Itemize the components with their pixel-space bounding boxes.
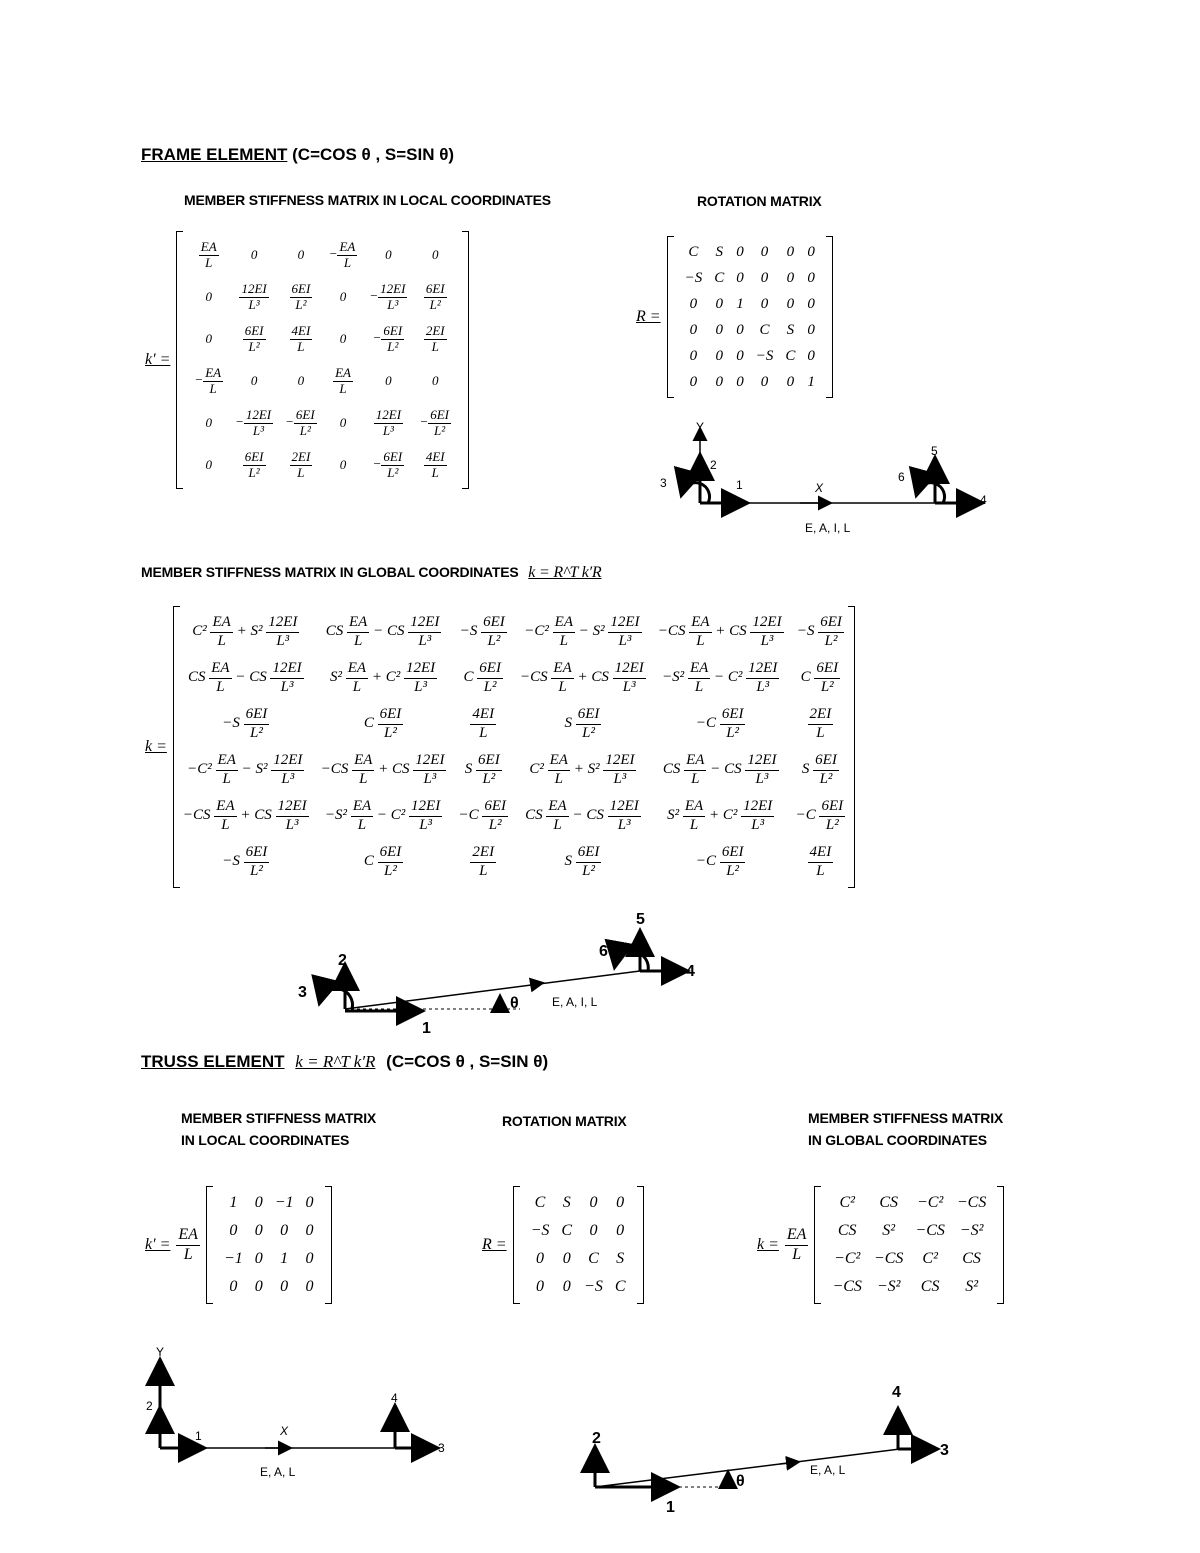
matrix-cell: 0 xyxy=(760,243,769,260)
dof-5-label: 5 xyxy=(931,444,938,458)
matrix-cell: S² $\frac{EA}{L}$ + C² $\frac{12EI}{\text{L³}}$ xyxy=(667,798,773,833)
matrix-cell: $\frac{2EI}{L}$ xyxy=(425,322,445,354)
matrix-cell: 0 xyxy=(807,347,815,364)
matrix-row xyxy=(525,1245,632,1273)
truss-local-bracket xyxy=(206,1187,332,1303)
matrix-cell: − $\frac{EA}{L}$ xyxy=(328,238,356,270)
truss-title-text: TRUSS ELEMENT xyxy=(141,1052,285,1071)
matrix-cell: C xyxy=(714,269,725,286)
matrix-cell: 0 xyxy=(250,247,258,262)
dof-6-arrow xyxy=(917,483,945,503)
matrix-cell: CS $\frac{EA}{L}$ − CS $\frac{12EI}{\text{L³}}$ xyxy=(187,660,302,695)
matrix-cell: C $\frac{6EI}{\text{L²}}$ xyxy=(463,660,501,695)
matrix-cell: $\frac{4EI}{L}$ xyxy=(291,322,311,354)
matrix-cell: 0 xyxy=(339,289,347,304)
dof-2-label: 2 xyxy=(592,1430,601,1447)
dof-3-arrow xyxy=(320,989,352,1009)
truss-title-suffix: (C=COS θ , S=SIN θ) xyxy=(386,1052,549,1071)
matrix-cell: 0 xyxy=(715,321,723,338)
dof-5-label: 5 xyxy=(636,911,645,928)
matrix-row xyxy=(826,1245,992,1273)
matrix-row xyxy=(679,265,821,291)
dof-3-label: 3 xyxy=(298,984,307,1001)
matrix-cell: 0 xyxy=(297,247,305,262)
truss-global-heading: MEMBER STIFFNESS MATRIX IN GLOBAL COORDINATES xyxy=(808,1110,1004,1148)
matrix-cell: 0 xyxy=(589,1222,598,1239)
dof-6-arrow xyxy=(615,951,648,971)
matrix-row xyxy=(188,444,457,486)
matrix-cell: $\frac{6EI}{\text{L²}}$ xyxy=(244,322,264,354)
matrix-cell: C $\frac{6EI}{\text{L²}}$ xyxy=(363,706,402,741)
matrix-cell: C $\frac{6EI}{\text{L²}}$ xyxy=(800,660,839,695)
matrix-cell: 0 xyxy=(305,1278,314,1295)
matrix-cell: −C $\frac{6EI}{\text{L²}}$ xyxy=(695,706,744,741)
dof-1-label: 1 xyxy=(195,1429,202,1443)
matrix-cell: −S² xyxy=(959,1222,984,1239)
frame-local-bracket xyxy=(176,232,469,488)
matrix-cell: 0 xyxy=(280,1222,289,1239)
matrix-cell: −1 xyxy=(223,1250,243,1267)
matrix-cell: −CS $\frac{EA}{L}$ + CS $\frac{12EI}{\text{L³}}$ xyxy=(320,752,445,787)
frame-global-table xyxy=(177,609,851,885)
matrix-cell: 1 xyxy=(736,295,744,312)
matrix-cell: 0 xyxy=(339,331,347,346)
matrix-cell: 0 xyxy=(254,1194,263,1211)
properties-label: E, A, I, L xyxy=(805,521,851,535)
matrix-cell: 0 xyxy=(305,1194,314,1211)
dof-3-label: 3 xyxy=(940,1442,949,1459)
matrix-cell: 0 xyxy=(786,373,795,390)
matrix-cell: S $\frac{6EI}{\text{L²}}$ xyxy=(801,752,837,787)
matrix-cell: −C $\frac{6EI}{\text{L²}}$ xyxy=(695,844,744,879)
frame-rotation-bracket xyxy=(667,237,833,397)
matrix-cell: 0 xyxy=(431,373,439,388)
matrix-cell: 0 xyxy=(616,1194,625,1211)
matrix-row xyxy=(525,1217,632,1245)
matrix-cell: − $\frac{6EI}{\text{L²}}$ xyxy=(419,406,449,438)
truss-formula: k = R^T k′R xyxy=(295,1052,376,1071)
matrix-row xyxy=(679,291,821,317)
matrix-row xyxy=(826,1189,992,1217)
matrix-cell: CS xyxy=(879,1194,898,1211)
frame-local-heading: MEMBER STIFFNESS MATRIX IN LOCAL COORDINATES xyxy=(184,192,551,208)
matrix-cell: $\frac{2EI}{L}$ xyxy=(472,844,495,879)
truss-global-factor: $\frac{EA}{L}$ xyxy=(786,1226,807,1263)
matrix-cell: 0 xyxy=(736,243,744,260)
matrix-cell: −CS $\frac{EA}{L}$ + CS $\frac{12EI}{\text{L³}}$ xyxy=(182,798,307,833)
matrix-cell: 0 xyxy=(562,1250,571,1267)
matrix-cell: CS $\frac{EA}{L}$ − CS $\frac{12EI}{\text{L³}}$ xyxy=(662,752,777,787)
matrix-cell: 0 xyxy=(616,1222,625,1239)
matrix-cell: 0 xyxy=(254,1250,263,1267)
matrix-cell: 0 xyxy=(229,1222,238,1239)
matrix-cell: − $\frac{6EI}{\text{L²}}$ xyxy=(372,322,403,354)
matrix-cell: 0 xyxy=(339,457,347,472)
matrix-cell: $\frac{2EI}{L}$ xyxy=(809,706,832,741)
x-label: X xyxy=(815,481,824,495)
frame-rotation-matrix xyxy=(636,237,833,397)
matrix-cell: 0 xyxy=(205,289,212,304)
matrix-row xyxy=(218,1245,320,1273)
matrix-cell: C² xyxy=(839,1194,855,1211)
matrix-cell: −S² xyxy=(876,1278,901,1295)
matrix-cell: C $\frac{6EI}{\text{L²}}$ xyxy=(363,844,402,879)
matrix-cell: $\frac{4EI}{L}$ xyxy=(809,844,832,879)
y-label: Y xyxy=(156,1345,165,1359)
truss-rotation-matrix xyxy=(482,1187,644,1303)
matrix-row xyxy=(218,1189,320,1217)
matrix-cell: −C $\frac{6EI}{\text{L²}}$ xyxy=(795,798,844,833)
matrix-row xyxy=(188,276,457,318)
matrix-cell: $\frac{12EI}{\text{L³}}$ xyxy=(375,406,402,438)
matrix-cell: 0 xyxy=(736,347,744,364)
matrix-cell: S² xyxy=(882,1222,896,1239)
dof-1-label: 1 xyxy=(422,1020,431,1037)
matrix-cell: −C² $\frac{EA}{L}$ − S² $\frac{12EI}{\text{L³}}$ xyxy=(524,614,640,649)
matrix-cell: 0 xyxy=(807,321,815,338)
truss-local-table xyxy=(218,1189,320,1301)
matrix-row xyxy=(177,839,851,885)
matrix-cell: CS $\frac{EA}{L}$ − CS $\frac{12EI}{\text{L³}}$ xyxy=(325,614,440,649)
matrix-cell: 0 xyxy=(305,1222,314,1239)
frame-title-suffix: (C=COS θ , S=SIN θ) xyxy=(292,145,455,164)
matrix-cell: 1 xyxy=(229,1194,238,1211)
truss-global-bracket xyxy=(814,1187,1004,1303)
matrix-cell: 0 xyxy=(715,347,723,364)
matrix-cell: −CS $\frac{EA}{L}$ + CS $\frac{12EI}{\text{L³}}$ xyxy=(520,660,644,695)
dof-2-label: 2 xyxy=(146,1399,153,1413)
properties-label: E, A, L xyxy=(260,1465,296,1479)
matrix-row xyxy=(188,318,457,360)
frame-title xyxy=(141,145,454,165)
matrix-cell: −C $\frac{6EI}{\text{L²}}$ xyxy=(458,798,507,833)
matrix-cell: 1 xyxy=(280,1250,289,1267)
frame-local-matrix xyxy=(145,232,469,488)
truss-local-matrix xyxy=(145,1187,332,1303)
matrix-cell: −S $\frac{6EI}{\text{L²}}$ xyxy=(222,844,268,879)
matrix-cell: $\frac{EA}{L}$ xyxy=(335,364,351,396)
truss-global-diagram xyxy=(580,1375,980,1520)
frame-global-label: k = xyxy=(145,738,167,755)
matrix-cell: $\frac{4EI}{L}$ xyxy=(425,448,445,480)
matrix-cell: 0 xyxy=(760,373,769,390)
frame-global-diagram xyxy=(290,905,710,1045)
matrix-cell: −CS xyxy=(915,1222,945,1239)
y-label: Y xyxy=(696,420,705,434)
matrix-cell: − $\frac{12EI}{\text{L³}}$ xyxy=(235,406,272,438)
properties-label: E, A, L xyxy=(810,1463,846,1477)
properties-label: E, A, I, L xyxy=(552,995,598,1009)
truss-local-diagram xyxy=(140,1340,460,1485)
matrix-cell: $\frac{4EI}{L}$ xyxy=(472,706,495,741)
dof-3-label: 3 xyxy=(660,476,667,490)
dof-6-label: 6 xyxy=(898,470,905,484)
matrix-cell: 0 xyxy=(254,1278,263,1295)
matrix-row xyxy=(218,1217,320,1245)
matrix-cell: −CS xyxy=(832,1278,862,1295)
matrix-cell: $\frac{12EI}{\text{L³}}$ xyxy=(241,280,267,312)
matrix-cell: 0 xyxy=(689,373,698,390)
frame-title-text: FRAME ELEMENT xyxy=(141,145,288,164)
matrix-cell: C xyxy=(759,321,770,338)
matrix-cell: 0 xyxy=(305,1250,314,1267)
truss-local-label: k′ = xyxy=(145,1236,171,1253)
matrix-cell: 0 xyxy=(760,269,769,286)
matrix-cell: CS xyxy=(837,1222,857,1239)
matrix-cell: −CS xyxy=(873,1250,904,1267)
frame-local-label: k′ = xyxy=(145,351,171,368)
matrix-cell: S $\frac{6EI}{\text{L²}}$ xyxy=(564,844,600,879)
matrix-cell: − $\frac{6EI}{\text{L²}}$ xyxy=(372,448,403,480)
matrix-cell: 0 xyxy=(736,269,744,286)
matrix-cell: 0 xyxy=(205,457,212,472)
matrix-row xyxy=(188,402,457,444)
frame-rotation-table xyxy=(679,239,821,395)
matrix-cell: C xyxy=(688,243,699,260)
frame-rotation-heading: ROTATION MATRIX xyxy=(697,193,822,209)
theta-label: θ xyxy=(510,995,519,1012)
frame-local-table xyxy=(188,234,457,486)
matrix-cell: S xyxy=(786,321,795,338)
matrix-cell: −C² $\frac{EA}{L}$ − S² $\frac{12EI}{\text{L³}}$ xyxy=(187,752,303,787)
matrix-cell: $\frac{6EI}{\text{L²}}$ xyxy=(244,448,264,480)
matrix-cell: 0 xyxy=(589,1194,598,1211)
matrix-cell: −C² xyxy=(916,1194,944,1211)
dof-2-label: 2 xyxy=(338,952,347,969)
matrix-cell: 0 xyxy=(807,295,815,312)
frame-global-matrix xyxy=(145,607,855,887)
matrix-cell: C xyxy=(561,1222,573,1239)
x-direction-arrow xyxy=(530,983,542,985)
element-line xyxy=(595,1449,900,1487)
dof-4-label: 4 xyxy=(892,1384,901,1401)
dof-1-label: 1 xyxy=(736,478,743,492)
matrix-cell: 0 xyxy=(535,1278,544,1295)
matrix-cell: −S xyxy=(584,1278,603,1295)
matrix-cell: 0 xyxy=(786,295,795,312)
dof-4-label: 4 xyxy=(686,963,695,980)
matrix-row xyxy=(188,360,457,402)
matrix-cell: $\frac{6EI}{\text{L²}}$ xyxy=(425,280,445,312)
matrix-cell: 0 xyxy=(254,1222,263,1239)
matrix-cell: 0 xyxy=(280,1278,289,1295)
frame-global-formula: k = R^T k′R xyxy=(528,564,602,581)
matrix-cell: 0 xyxy=(385,373,392,388)
matrix-cell: 0 xyxy=(297,373,305,388)
matrix-cell: 0 xyxy=(760,295,769,312)
truss-rotation-table xyxy=(525,1189,632,1301)
matrix-cell: C xyxy=(588,1250,599,1267)
matrix-cell: − $\frac{EA}{L}$ xyxy=(194,364,222,396)
frame-global-heading: MEMBER STIFFNESS MATRIX IN GLOBAL COORDINATES k = R^T k′R xyxy=(141,564,602,581)
truss-local-factor: $\frac{EA}{L}$ xyxy=(178,1226,198,1263)
matrix-cell: 0 xyxy=(339,415,347,430)
dof-1-label: 1 xyxy=(666,1499,675,1516)
dof-3-label: 3 xyxy=(438,1441,445,1455)
matrix-cell: C² $\frac{EA}{L}$ + S² $\frac{12EI}{\text{L³}}$ xyxy=(192,614,298,649)
matrix-cell: 0 xyxy=(431,247,439,262)
matrix-cell: CS xyxy=(962,1250,981,1267)
matrix-cell: 0 xyxy=(229,1278,238,1295)
matrix-cell: 0 xyxy=(736,373,744,390)
frame-rotation-label: R = xyxy=(636,308,661,325)
matrix-cell: 0 xyxy=(385,247,392,262)
matrix-cell: −S xyxy=(530,1222,550,1239)
matrix-cell: S $\frac{6EI}{\text{L²}}$ xyxy=(564,706,600,741)
matrix-cell: $\frac{EA}{L}$ xyxy=(200,238,217,270)
matrix-cell: −S $\frac{6EI}{\text{L²}}$ xyxy=(222,706,268,741)
matrix-cell: − $\frac{12EI}{\text{L³}}$ xyxy=(369,280,406,312)
matrix-cell: CS xyxy=(920,1278,940,1295)
matrix-row xyxy=(679,317,821,343)
matrix-row xyxy=(525,1189,632,1217)
dof-4-label: 4 xyxy=(391,1391,398,1405)
matrix-row xyxy=(177,655,851,701)
matrix-row xyxy=(826,1217,992,1245)
matrix-row xyxy=(218,1273,320,1301)
matrix-cell: C² $\frac{EA}{L}$ + S² $\frac{12EI}{\text{L³}}$ xyxy=(529,752,635,787)
truss-rotation-bracket xyxy=(513,1187,644,1303)
matrix-cell: −CS $\frac{EA}{L}$ + CS $\frac{12EI}{\text{L³}}$ xyxy=(657,614,782,649)
matrix-cell: S² xyxy=(965,1278,978,1295)
matrix-cell: −S $\frac{6EI}{\text{L²}}$ xyxy=(459,614,505,649)
matrix-cell: 0 xyxy=(205,415,212,430)
x-direction-arrow xyxy=(780,1462,798,1464)
matrix-cell: −C² xyxy=(834,1250,861,1267)
dof-4-label: 4 xyxy=(980,493,987,507)
matrix-cell: 0 xyxy=(786,269,795,286)
matrix-cell: C xyxy=(534,1194,546,1211)
matrix-cell: −1 xyxy=(274,1194,294,1211)
truss-global-matrix xyxy=(757,1187,1004,1303)
matrix-row xyxy=(177,793,851,839)
truss-global-table xyxy=(826,1189,992,1301)
matrix-cell: C xyxy=(614,1278,626,1295)
matrix-cell: 0 xyxy=(205,331,212,346)
matrix-row xyxy=(679,343,821,369)
truss-rotation-label: R = xyxy=(482,1236,507,1253)
matrix-cell: C² xyxy=(922,1250,938,1267)
matrix-cell: $\frac{2EI}{L}$ xyxy=(291,448,311,480)
matrix-cell: 0 xyxy=(689,321,698,338)
matrix-cell: $\frac{6EI}{\text{L²}}$ xyxy=(291,280,311,312)
matrix-cell: CS $\frac{EA}{L}$ − CS $\frac{12EI}{\text{L³}}$ xyxy=(525,798,639,833)
matrix-cell: 0 xyxy=(689,295,698,312)
matrix-cell: −S² $\frac{EA}{L}$ − C² $\frac{12EI}{\text{L³}}$ xyxy=(324,798,441,833)
matrix-cell: −CS xyxy=(956,1194,987,1211)
matrix-cell: C xyxy=(785,347,796,364)
matrix-cell: 0 xyxy=(807,269,815,286)
dof-3-arrow xyxy=(682,483,710,503)
matrix-cell: S² $\frac{EA}{L}$ + C² $\frac{12EI}{\text{L³}}$ xyxy=(330,660,436,695)
truss-title xyxy=(141,1052,548,1072)
matrix-row xyxy=(525,1273,632,1301)
matrix-cell: S xyxy=(616,1250,625,1267)
matrix-cell: 0 xyxy=(562,1278,571,1295)
matrix-cell: 0 xyxy=(689,347,698,364)
frame-global-bracket xyxy=(173,607,855,887)
dof-2-label: 2 xyxy=(710,458,717,472)
matrix-cell: 0 xyxy=(786,243,795,260)
matrix-cell: 0 xyxy=(250,373,258,388)
matrix-cell: 0 xyxy=(535,1250,544,1267)
matrix-cell: S xyxy=(562,1194,571,1211)
matrix-cell: S xyxy=(715,243,723,260)
theta-label: θ xyxy=(736,1473,745,1490)
matrix-cell: −S² $\frac{EA}{L}$ − C² $\frac{12EI}{\text{L³}}$ xyxy=(662,660,778,695)
x-label: X xyxy=(280,1424,289,1438)
matrix-cell: 0 xyxy=(715,295,723,312)
matrix-row xyxy=(177,701,851,747)
matrix-row xyxy=(679,369,821,395)
truss-rotation-heading: ROTATION MATRIX xyxy=(502,1113,627,1129)
matrix-cell: 0 xyxy=(807,243,815,260)
truss-global-label: k = xyxy=(757,1236,779,1253)
dof-6-label: 6 xyxy=(599,943,608,960)
frame-local-diagram xyxy=(650,415,1000,540)
matrix-cell: 1 xyxy=(807,373,815,390)
matrix-row xyxy=(679,239,821,265)
matrix-cell: 0 xyxy=(736,321,744,338)
matrix-cell: −S xyxy=(755,347,774,364)
matrix-cell: −S $\frac{6EI}{\text{L²}}$ xyxy=(796,614,842,649)
truss-local-heading: MEMBER STIFFNESS MATRIX IN LOCAL COORDINATES xyxy=(181,1110,377,1148)
matrix-row xyxy=(826,1273,992,1301)
matrix-cell: − $\frac{6EI}{\text{L²}}$ xyxy=(285,406,315,438)
matrix-cell: 0 xyxy=(715,373,723,390)
matrix-cell: S $\frac{6EI}{\text{L²}}$ xyxy=(464,752,500,787)
matrix-row xyxy=(177,609,851,655)
matrix-row xyxy=(188,234,457,276)
matrix-row xyxy=(177,747,851,793)
matrix-cell: −S xyxy=(684,269,703,286)
